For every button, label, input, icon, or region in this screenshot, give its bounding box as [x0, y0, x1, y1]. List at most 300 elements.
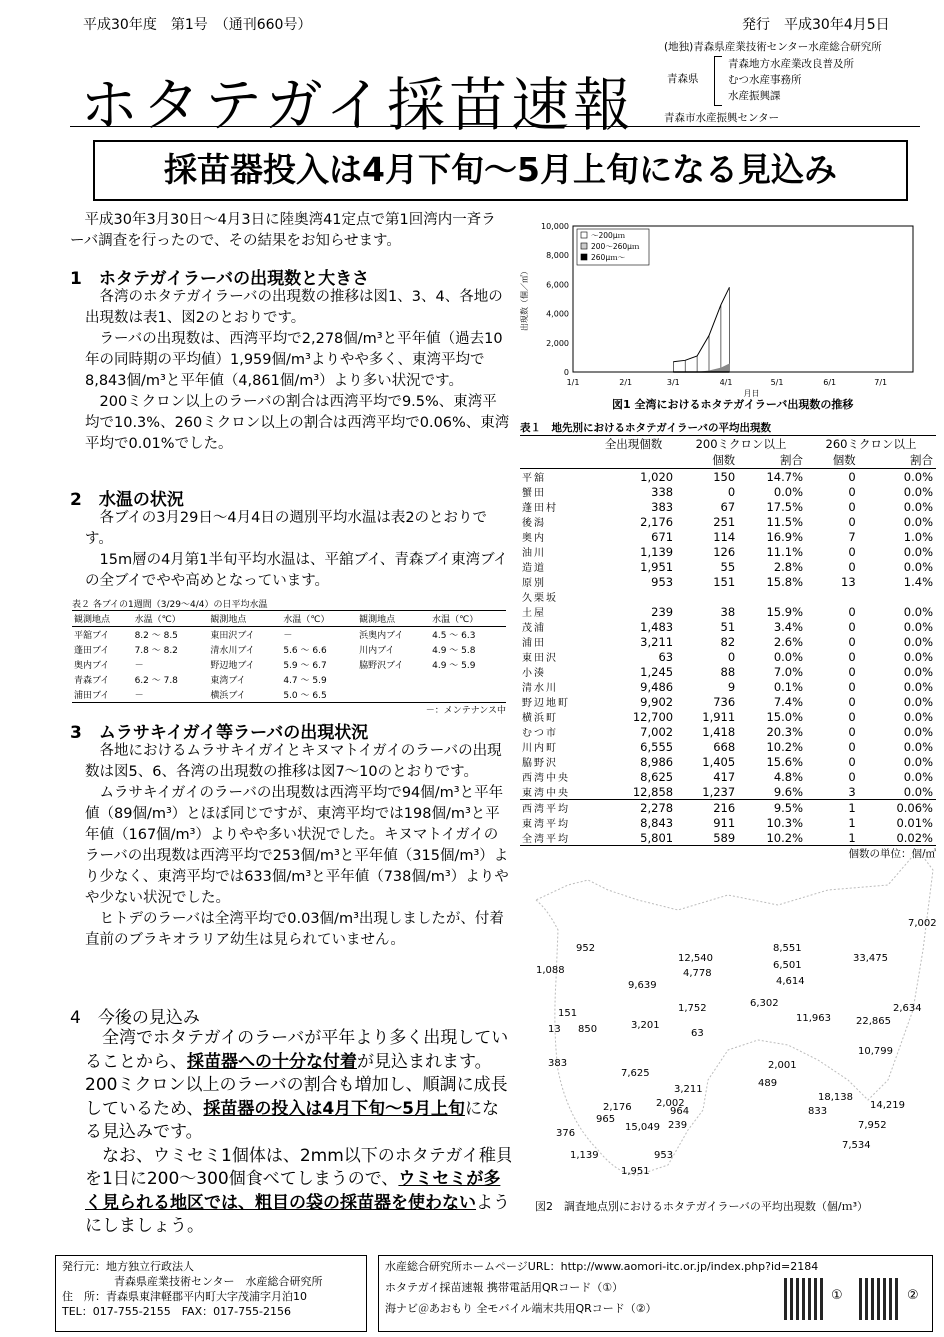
table-1-cell: 0	[848, 634, 856, 649]
table-1-cell: 0.0%	[903, 484, 933, 499]
table-1-row	[520, 574, 936, 589]
map-station-value: 7,002	[908, 918, 937, 929]
table-1-cell: 9.6%	[773, 784, 804, 799]
table-1-cell: 0.0%	[903, 784, 933, 799]
publisher-tel: TEL：017-755-2155 FAX：017-755-2156	[62, 1305, 292, 1318]
map-station-value: 7,952	[858, 1120, 887, 1131]
s4-emphasis-1: 採苗器への十分な付着	[187, 1051, 357, 1072]
map-station-value: 4,614	[776, 976, 805, 987]
qr-2-marker: ②	[907, 1288, 919, 1303]
table-1-cell: 9	[727, 679, 736, 694]
s4-text: になる見込みです。	[85, 1098, 499, 1142]
map-station-value: 10,799	[858, 1046, 893, 1057]
map-station-value: 2,176	[603, 1102, 632, 1113]
table-1-cell: 16.9%	[766, 529, 804, 544]
map-station-value: 6,501	[773, 960, 802, 971]
table-1-cell: 911	[713, 815, 736, 830]
fig-1-legend-over-260-swatch	[581, 254, 587, 260]
qr-code-2-icon[interactable]	[859, 1278, 901, 1320]
table-1-cell: 野辺地町	[522, 698, 570, 709]
map-station-value: 22,865	[856, 1016, 891, 1027]
map-station-value: 63	[691, 1028, 704, 1039]
table-2-cell: 脇野沢ブイ	[359, 661, 404, 671]
table-1-cell: 953	[651, 574, 674, 589]
table-1-cell: 63	[658, 649, 674, 664]
table-1-row	[520, 469, 936, 485]
table-1-cell: 東湾平均	[522, 819, 570, 830]
intro-text	[70, 210, 510, 252]
fig-1-legend-under-200-swatch	[581, 232, 587, 238]
org-aomori-city: 青森市水産振興センター	[664, 112, 780, 124]
fig-1-y-tick: 10,000	[541, 222, 569, 231]
table-1-cell: 1,020	[640, 469, 674, 484]
table-1-cell: 0	[848, 769, 856, 784]
fig-1-y-tick: 8,000	[546, 251, 569, 261]
map-station-value: 4,778	[683, 968, 712, 979]
table-2-cell: 5.6 ～ 6.6	[283, 646, 327, 656]
s3-paragraph-2: ムラサキイガイのラーバの出現数は西湾平均で94個/m³と平年値（89個/m³）とほぼ同じですが、東湾平均では198個/m³と平年値（167個/m³）よりやや多い状況でした。キヌマトイガイのラーバの出現数は西湾平均で253個/m³と平年値（315個/m³）より少なく、東湾平均では633個/m³と平年値（738個/m³）よりやや少ない状況でした。	[85, 785, 509, 906]
section-4-title: 4 今後の見込み	[70, 1008, 200, 1028]
table-1-cell: 13	[841, 574, 856, 589]
s4-text: なお、ウミセミ1個体は、2mm以下のホタテガイ稚貝を1日に200～300個食べてしまうので、	[85, 1145, 513, 1189]
map-station-value: 3,201	[631, 1020, 660, 1031]
table-1-row	[520, 800, 936, 816]
table-2-row	[72, 627, 506, 643]
s1-paragraph-3: 200ミクロン以上のラーバの割合は西湾平均で9.5%、東湾平均で10.3%、260ミクロン以上の割合は西湾平均で0.06%、東湾平均で0.01%でした。	[85, 394, 510, 452]
t1-h	[520, 436, 591, 453]
table-2-cell	[430, 672, 506, 687]
table-1-cell: 0.02%	[896, 830, 933, 845]
table-1-cell: 平舘	[522, 473, 546, 484]
fig-2-map	[528, 830, 938, 1190]
table-1-cell: 0.0%	[903, 709, 933, 724]
table-1-cell: 1.4%	[903, 574, 933, 589]
table-1-cell: 0	[848, 739, 856, 754]
t1-h	[520, 452, 591, 469]
table-1-row	[520, 784, 936, 800]
map-station-value: 9,639	[628, 980, 657, 991]
table-2-cell: 清水川ブイ	[210, 646, 255, 656]
fig-1-y-tick: 2,000	[546, 338, 569, 348]
table-1-cell: 横浜町	[522, 713, 558, 724]
s4-emphasis-3: ウミセミが多く見られる地区では、粗目の袋の採苗器を使わない	[85, 1169, 501, 1213]
homepage-url[interactable]: 水産総合研究所ホームページURL：http://www.aomori-itc.or.jp/index.php?id=2184	[385, 1260, 819, 1273]
table-1-cell: 0	[848, 694, 856, 709]
table-1-cell	[859, 589, 936, 604]
table-1-cell: 小湊	[522, 668, 546, 679]
section-2-title: 2 水温の状況	[70, 490, 184, 510]
table-2-row	[72, 642, 506, 657]
map-station-value: 33,475	[853, 953, 888, 964]
table-1-header-2	[520, 452, 936, 469]
table-1-cell: 1,418	[702, 724, 736, 739]
table-1-cell: 10.3%	[766, 815, 804, 830]
table-1-cell: 油川	[522, 548, 546, 559]
table-1-cell: 15.8%	[766, 574, 804, 589]
table-1-cell: 126	[713, 544, 736, 559]
table-1-cell: 0	[848, 469, 856, 484]
table-1-cell: 0	[848, 514, 856, 529]
table-1-cell: 1	[848, 800, 856, 815]
org-research: (地独)青森県産業技術センター水産総合研究所	[664, 41, 882, 53]
table-1-cell: 0	[848, 499, 856, 514]
table-1-cell: 0.01%	[896, 815, 933, 830]
fig-1-x-tick: 2/1	[619, 378, 633, 387]
map-station-value: 2,002	[656, 1098, 685, 1109]
table-1-row	[520, 739, 936, 754]
table-2-cell: －	[134, 691, 144, 701]
table-1-cell: 338	[651, 484, 674, 499]
header-rule	[70, 126, 920, 127]
table-1-cell: 0	[848, 709, 856, 724]
map-station-value: 953	[654, 1150, 674, 1161]
s4-paragraph-1	[85, 1027, 513, 1145]
s3-paragraph-1: 各地におけるムラサキイガイとキヌマトイガイのラーバの出現数は図5、6、各湾の出現数の推移は図7～10のとおりです。	[85, 743, 502, 780]
table-1-row	[520, 724, 936, 739]
fig-1-caption: 図1 全湾におけるホタテガイラーバ出現数の推移	[612, 398, 854, 411]
headline-banner: 採苗器投入は4月下旬～5月上旬になる見込み	[93, 140, 908, 201]
section-1-body	[85, 287, 510, 455]
map-station-value: 6,302	[750, 998, 779, 1009]
intro-paragraph: 平成30年3月30日～4月3日に陸奥湾41定点で第1回湾内一斉ラーバ調査を行ったので、その結果をお知らせます。	[70, 212, 496, 249]
table-2-cell: 東湾ブイ	[210, 676, 246, 686]
table-2-cell: －	[283, 631, 293, 641]
table-1-cell: 10.2%	[766, 830, 804, 845]
table-1-cell	[591, 589, 676, 604]
footer-links	[378, 1255, 933, 1332]
fig-1-x-tick: 5/1	[770, 378, 784, 387]
map-station-value: 11,963	[796, 1013, 831, 1024]
table-1-cell: 東田沢	[522, 653, 558, 664]
table-2-cell: 浜奥内ブイ	[359, 631, 404, 641]
table-1-cell: 0.0%	[903, 739, 933, 754]
table-1-row	[520, 559, 936, 574]
fig-1-x-tick: 3/1	[666, 378, 680, 387]
map-station-value: 15,049	[625, 1122, 660, 1133]
table-2-cell: 野辺地ブイ	[210, 661, 255, 671]
table-1-cell: 2,176	[640, 514, 674, 529]
table-1-cell: 20.3%	[766, 724, 804, 739]
table-1-row	[520, 815, 936, 830]
table-1-row	[520, 694, 936, 709]
table-1-cell: 9,486	[640, 679, 674, 694]
table-1-cell: 4.8%	[773, 769, 804, 784]
fig-2-caption: 図2 調査地点別におけるホタテガイラーバの平均出現数（個/ｍ³）	[535, 1200, 869, 1213]
table-1-cell: 土屋	[522, 608, 546, 619]
table-2-cell: 7.8 ～ 8.2	[134, 646, 178, 656]
table-1-cell: 2.8%	[773, 559, 804, 574]
table-2-row	[72, 687, 506, 702]
table-1-row	[520, 754, 936, 769]
fig-1-y-tick: 6,000	[546, 280, 569, 290]
t1-h: 割合	[780, 453, 804, 467]
table-1-cell: 1,951	[640, 559, 674, 574]
map-station-value: 952	[576, 943, 596, 954]
table-2	[72, 597, 506, 716]
table-2-cell: 川内ブイ	[359, 646, 395, 656]
org-mutsu: むつ水産事務所	[728, 74, 802, 86]
table-1-cell: 15.6%	[766, 754, 804, 769]
table-1-cell: 7.4%	[773, 694, 804, 709]
table-1-cell: 0	[848, 679, 856, 694]
table-1-row	[520, 619, 936, 634]
map-station-value: 7,534	[842, 1140, 871, 1151]
table-1-cell: 0.0%	[903, 754, 933, 769]
s2-paragraph-2: 15m層の4月第1半旬平均水温は、平舘ブイ、青森ブイ東湾ブイの全ブイでやや高めとなっています。	[85, 552, 508, 589]
qr-1-label: ホタテガイ採苗速報 携帯電話用QRコード（①）	[385, 1281, 624, 1294]
table-1-cell: 0	[848, 664, 856, 679]
table-1-row	[520, 484, 936, 499]
table-1-cell: 0.0%	[903, 619, 933, 634]
map-station-value: 151	[558, 1008, 578, 1019]
table-1-cell: 11.1%	[766, 544, 804, 559]
issue-date: 発行 平成30年4月5日	[742, 17, 890, 33]
table-1-cell: 1,237	[702, 784, 736, 799]
table-1-cell: 383	[651, 499, 674, 514]
org-fukyu: 青森地方水産業改良普及所	[728, 58, 854, 70]
s2-paragraph-1: 各ブイの3月29日～4月4日の週別平均水温は表2のとおりです。	[85, 510, 488, 547]
table-1-row	[520, 709, 936, 724]
table-1-cell: 5,801	[640, 830, 674, 845]
org-suisan: 水産振興課	[728, 90, 781, 102]
table-1-cell: 0.0%	[773, 649, 804, 664]
table-1-cell: 0.0%	[903, 499, 933, 514]
table-1-cell: 7.0%	[773, 664, 804, 679]
qr-1-marker: ①	[831, 1288, 843, 1303]
section-4-body	[85, 1027, 513, 1239]
table-1-cell: 8,843	[640, 815, 674, 830]
table-1-cell: 0.0%	[903, 544, 933, 559]
table-1-cell: 736	[713, 694, 736, 709]
fig-1-x-label: 月日	[743, 389, 760, 398]
s4-text: が見込まれます。200ミクロン以上のラーバの割合も増加し、順調に成長しているため、	[85, 1051, 508, 1119]
table-1-row	[520, 514, 936, 529]
table-1-cell: むつ市	[522, 728, 558, 739]
fig-1-x-tick: 6/1	[823, 378, 837, 387]
publisher-line: 発行元：地方独立行政法人	[62, 1260, 194, 1273]
table-1-cell: 589	[713, 830, 736, 845]
table-1-grid	[520, 435, 936, 846]
table-2-cell: 6.2 ～ 7.8	[134, 676, 178, 686]
map-station-value: 14,219	[870, 1100, 905, 1111]
map-station-value: 376	[556, 1128, 576, 1139]
fig-1-x-tick: 4/1	[719, 378, 733, 387]
t1-h: 個数	[832, 453, 856, 467]
table-1-row	[520, 769, 936, 784]
table-1-cell: 0.0%	[773, 484, 804, 499]
table-1-cell: 蟹田	[522, 488, 546, 499]
map-station-value: 1,088	[536, 965, 565, 976]
table-2-cell: 浦田ブイ	[74, 691, 110, 701]
map-station-value: 383	[548, 1058, 568, 1069]
table-2-cell: －	[134, 661, 144, 671]
table-1-cell: 浦田	[522, 638, 546, 649]
t1-h: 全出現個数	[604, 437, 663, 451]
table-2-cell: 4.9 ～ 5.8	[432, 646, 476, 656]
s4-paragraph-2	[85, 1145, 513, 1239]
table-1-cell: 668	[713, 739, 736, 754]
table-1-row	[520, 529, 936, 544]
map-station-value: 850	[578, 1024, 598, 1035]
t2-h: 水温（℃）	[283, 615, 330, 625]
table-1-cell: 67	[720, 499, 736, 514]
table-1-cell: 82	[720, 634, 736, 649]
table-1-cell: 151	[713, 574, 736, 589]
table-1-cell: 茂浦	[522, 623, 546, 634]
table-2-caption: 表２ 各ブイの1週間（3/29～4/4）の日平均水温	[72, 600, 268, 610]
table-1-caption: 表１ 地先別におけるホタテガイラーバの平均出現数	[520, 422, 771, 434]
table-2-cell: 奥内ブイ	[74, 661, 110, 671]
map-station-value: 239	[668, 1120, 688, 1131]
table-1-cell: 12,700	[632, 709, 674, 724]
fig-1-legend-200-260-swatch	[581, 243, 587, 249]
t1-h: 個数	[712, 453, 736, 467]
table-1-row	[520, 604, 936, 619]
table-2-cell: 5.0 ～ 6.5	[283, 691, 327, 701]
table-2-cell: 4.9 ～ 5.9	[432, 661, 476, 671]
s4-emphasis-2: 採苗器の投入は4月下旬～5月上旬	[203, 1098, 465, 1119]
table-1-cell: 8,625	[640, 769, 674, 784]
table-1-cell: 清水川	[522, 683, 558, 694]
table-1-cell: 55	[720, 559, 736, 574]
t2-h: 観測地点	[74, 615, 111, 625]
table-1-cell: 0	[848, 484, 856, 499]
s4-text: ようにしましょう。	[85, 1192, 510, 1236]
table-1-row	[520, 544, 936, 559]
table-1-cell: 0.0%	[903, 514, 933, 529]
table-1-cell: 西湾平均	[522, 804, 570, 815]
table-2-cell: 4.5 ～ 6.3	[432, 631, 476, 641]
map-station-value: 489	[758, 1078, 778, 1089]
table-1-cell: 9,902	[640, 694, 674, 709]
map-station-value: 1,752	[678, 1003, 707, 1014]
table-1-cell: 原別	[522, 578, 546, 589]
table-1-cell: 7,002	[640, 724, 674, 739]
map-station-value: 12,540	[678, 953, 713, 964]
map-station-value: 8,551	[773, 943, 802, 954]
table-1-cell: 15.0%	[766, 709, 804, 724]
table-1-cell: 0.0%	[903, 634, 933, 649]
table-2-cell	[430, 687, 506, 702]
table-1-cell: 251	[713, 514, 736, 529]
fig-1-y-label: 出現数（個／㎥）	[520, 267, 529, 331]
map-station-value: 833	[808, 1106, 828, 1117]
map-station-value: 1,951	[621, 1166, 650, 1177]
table-1-cell: 東湾中央	[522, 788, 570, 799]
table-1-cell: 造道	[522, 563, 546, 574]
fig-1-legend-under-200: ～200μｍ	[591, 231, 626, 240]
footer-publisher	[55, 1255, 367, 1332]
fig-1-x-tick: 7/1	[874, 378, 888, 387]
table-1-cell: 奥内	[522, 533, 546, 544]
map-station-value: 1,139	[570, 1150, 599, 1161]
publisher-name: 青森県産業技術センター 水産総合研究所	[114, 1275, 323, 1288]
qr-2-label: 海ナビ＠あおもり 全モバイル端末共用QRコード（②）	[385, 1302, 657, 1315]
table-2-header	[72, 611, 506, 627]
table-1-cell: 蓬田村	[522, 503, 558, 514]
table-1-cell: 216	[713, 800, 736, 815]
t2-h: 水温（℃）	[134, 615, 181, 625]
table-1-cell	[806, 589, 859, 604]
table-1-cell: 2.6%	[773, 634, 804, 649]
table-2-cell: 8.2 ～ 8.5	[134, 631, 178, 641]
table-1-cell: 0.1%	[773, 679, 804, 694]
table-1-cell: 671	[651, 529, 674, 544]
table-1-cell: 417	[713, 769, 736, 784]
table-1-cell: 3,211	[640, 634, 674, 649]
table-1-cell: 0.0%	[903, 469, 933, 484]
table-1-unit: 個数の単位：個/㎥	[848, 848, 936, 860]
map-station-value: 13	[548, 1024, 561, 1035]
table-2-row	[72, 657, 506, 672]
table-2-cell: 横浜ブイ	[210, 691, 246, 701]
fig-1-legend-over-260: 260μｍ～	[591, 253, 626, 262]
table-1-cell: 15.9%	[766, 604, 804, 619]
table-1-cell: 11.5%	[766, 514, 804, 529]
table-1-cell: 0.0%	[903, 679, 933, 694]
table-1-cell: 0.0%	[903, 694, 933, 709]
table-1-cell: 0.0%	[903, 649, 933, 664]
table-1-cell: 0	[848, 604, 856, 619]
map-station-value: 2,001	[768, 1060, 797, 1071]
table-2-cell: 青森ブイ	[74, 676, 110, 686]
table-1-cell: 88	[720, 664, 736, 679]
t2-h: 観測地点	[359, 615, 396, 625]
table-1-cell: 8,986	[640, 754, 674, 769]
table-1-cell: 150	[713, 469, 736, 484]
section-1-title: 1 ホタテガイラーバの出現数と大きさ	[70, 269, 370, 289]
bay-outline	[528, 830, 938, 1190]
fig-1-chart	[515, 212, 935, 412]
table-1-cell: 0	[848, 649, 856, 664]
fig-1-legend-200-260: 200～260μｍ	[591, 242, 640, 251]
org-bracket	[714, 56, 722, 106]
table-2-cell: 平舘ブイ	[74, 631, 110, 641]
table-2-cell: 蓬田ブイ	[74, 646, 110, 656]
table-1-cell: 0	[848, 724, 856, 739]
map-station-value: 965	[596, 1114, 616, 1125]
t1-h	[591, 452, 676, 469]
table-1-cell: 西湾中央	[522, 773, 570, 784]
table-1-cell: 239	[651, 604, 674, 619]
table-1-row	[520, 679, 936, 694]
qr-code-1-icon[interactable]	[784, 1278, 826, 1320]
table-2-cell	[357, 672, 430, 687]
table-1-cell: 1,483	[640, 619, 674, 634]
table-2-note: －：メンテナンス中	[72, 702, 506, 716]
table-2-cell: 東田沢ブイ	[210, 631, 255, 641]
section-3-body	[85, 741, 510, 951]
table-1-cell: 51	[720, 619, 736, 634]
table-1-cell	[738, 589, 806, 604]
map-station-value: 3,211	[674, 1084, 703, 1095]
table-1-row	[520, 664, 936, 679]
table-1-cell: 0.0%	[903, 664, 933, 679]
table-1-cell: 0.06%	[896, 800, 933, 815]
table-1-row	[520, 499, 936, 514]
table-1	[520, 420, 936, 861]
map-station-value: 964	[670, 1106, 690, 1117]
table-1-row	[520, 649, 936, 664]
t2-h: 観測地点	[210, 615, 247, 625]
table-1-row	[520, 589, 936, 604]
t1-h: 200ミクロン以上	[695, 437, 787, 451]
table-2-cell: 4.7 ～ 5.9	[283, 676, 327, 686]
t1-h: 割合	[910, 453, 933, 467]
table-1-row	[520, 634, 936, 649]
table-1-cell: 1,911	[702, 709, 736, 724]
table-1-cell: 0	[848, 754, 856, 769]
